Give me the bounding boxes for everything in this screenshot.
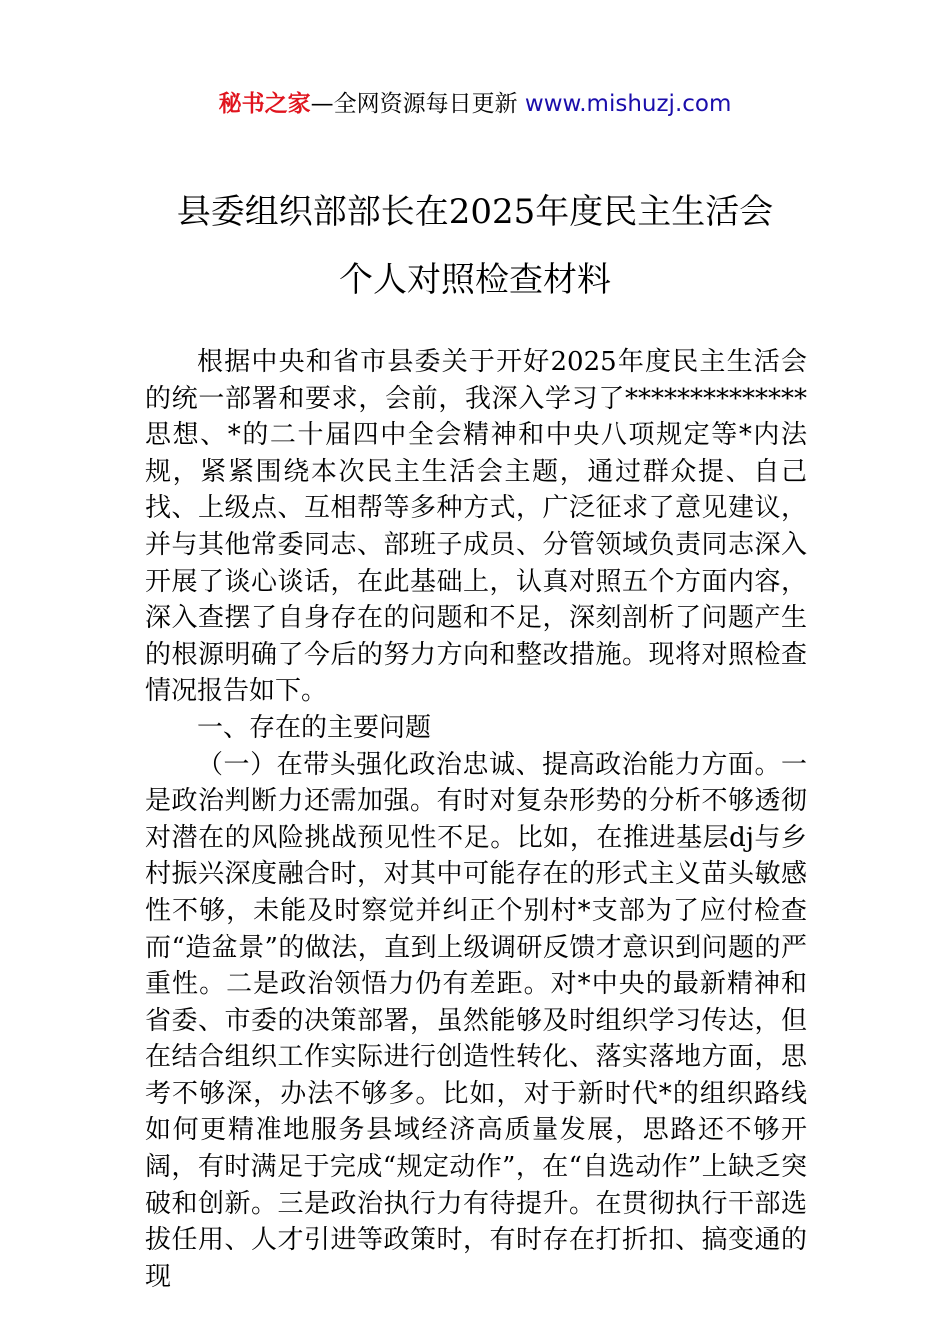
document-title-line-2: 个人对照检查材料 xyxy=(339,260,611,300)
document-title-line-1: 县委组织部部长在2025年度民主生活会 xyxy=(176,192,774,232)
section-heading: 一、存在的主要问题 xyxy=(197,712,432,743)
body-paragraph: （一）在带头强化政治忠诚、提高政治能力方面。一是政治判断力还需加强。有时对复杂形势的分析不够透彻对潜在的风险挑战预见性不足。比如，在推进基层dj与乡村振兴深度融合时，对其中可能存在的形式主义苗头敏感性不够，未能及时察觉并纠正个别村*支部为了应付检查而“造盆景”的做法，直到上级调研反馈才意识到问题的严重性。二是政治领悟力仍有差距。对*中央的最新精神和省委、市委的决策部署，虽然能够及时组织学习传达，但在结合组织工作实际进行创造性转化、落实落地方面，思考不够深，办法不够多。比如，对于新时代*的组织路线如何更精准地服务县域经济高质量发展，思路还不够开阔，有时满足于完成“规定动作”，在“自选动作”上缺乏突破和创新。三是政治执行力有待提升。在贯彻执行干部选拔任用、人才引进等政策时，有时存在打折扣、搞变通的现 xyxy=(145,749,807,1292)
website-link[interactable]: www.mishuzj.com xyxy=(524,91,732,117)
header-tagline: —全网资源每日更新 xyxy=(310,91,525,117)
document-body xyxy=(145,344,807,1295)
header-banner xyxy=(0,86,950,122)
brand-name: 秘书之家 xyxy=(218,91,311,117)
intro-paragraph: 根据中央和省市县委关于开好2025年度民主生活会的统一部署和要求，会前，我深入学习了**************思想、*的二十届四中全会精神和中央八项规定等*内法规，紧紧围绕本次民主生活会主题，通过群众提、自己找、上级点、互相帮等多种方式，广泛征求了意见建议，并与其他常委同志、部班子成员、分管领域负责同志深入开展了谈心谈话，在此基础上，认真对照五个方面内容，深入查摆了自身存在的问题和不足，深刻剖析了问题产生的根源明确了今后的努力方向和整改措施。现将对照检查情况报告如下。 xyxy=(145,347,807,707)
